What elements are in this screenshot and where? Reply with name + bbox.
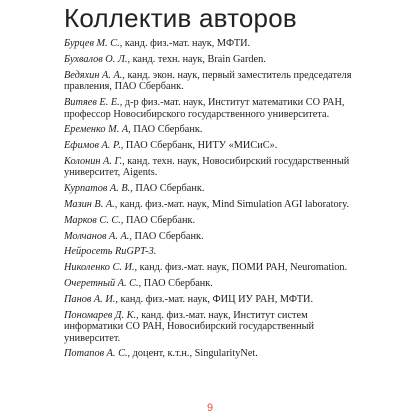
author-affiliation: ПАО Сбербанк, НИТУ «МИСиС». [123,140,278,152]
author-entry [64,54,364,66]
author-name: Колонин А. Г., [64,155,125,167]
author-entry [64,140,364,152]
author-entry [64,183,364,195]
author-affiliation: канд. физ.-мат. наук, Институт систем информатики СО РАН, Новосибирский государственный университет. [64,309,315,344]
author-entry [64,199,364,211]
author-entry [64,348,364,360]
author-name: Нейросеть RuGPT-3. [64,246,157,258]
author-affiliation: ПАО Сбербанк. [131,230,204,242]
author-name: Ефимов А. Р., [64,140,124,152]
author-entry [64,124,364,136]
author-name: Потапов А. С., [64,348,131,360]
author-affiliation: канд. физ.-мат. наук, ФИЦ ИУ РАН, МФТИ. [117,293,314,305]
author-entry [64,246,364,258]
author-name: Еременко М. А, [64,124,131,136]
author-affiliation: канд. физ.-мат. наук, Mind Simulation AGI laboratory. [117,199,350,211]
author-affiliation: канд. физ.-мат. наук, ПОМИ РАН, Neuromation. [137,262,348,274]
author-affiliation: доцент, к.т.н., SingularityNet. [130,348,258,360]
author-entry [64,262,364,274]
author-affiliation: канд. техн. наук, Новосибирский государственный университет, Aigents. [64,155,350,179]
page-title: Коллектив авторов [64,3,297,33]
author-affiliation: ПАО Сбербанк. [130,124,203,136]
author-name: Марков С. С., [64,214,124,226]
author-name: Ведяхин А. А., [64,69,125,81]
author-affiliation: ПАО Сбербанк. [123,214,196,226]
author-entry [64,156,364,179]
author-entry [64,294,364,306]
author-affiliation: ПАО Сбербанк. [141,277,213,289]
author-name: Панов А. И., [64,293,118,305]
author-name: Курпатов А. В., [64,183,133,195]
author-name: Николенко С. И., [64,262,138,274]
author-name: Молчанов А. А., [64,230,132,242]
author-entry [64,231,364,243]
author-name: Очеретный А. С., [64,277,142,289]
author-entry [64,97,364,120]
author-entry [64,278,364,290]
author-name: Мазин В. А., [64,199,118,211]
author-entry [64,38,364,50]
author-affiliation: канд. экон. наук, первый заместитель председателя правления, ПАО Сбербанк. [64,69,352,93]
author-affiliation: канд. техн. наук, Brain Garden. [130,53,266,65]
author-name: Витяев Е. Е., [64,96,123,108]
author-name: Пономарев Д. К., [64,309,139,321]
author-entry [64,310,364,345]
author-affiliation: д-р физ.-мат. наук, Институт математики СО РАН, профессор Новосибирского государственного университета. [64,96,345,120]
author-entry [64,215,364,227]
author-name: Бухвалов О. Л., [64,53,131,65]
author-affiliation: канд. физ.-мат. наук, МФТИ. [122,38,251,49]
author-name: Бурцев М. С., [64,38,123,49]
page-number: 9 [206,402,214,414]
author-list [64,38,364,364]
author-affiliation: ПАО Сбербанк. [132,183,205,195]
author-entry [64,70,364,93]
